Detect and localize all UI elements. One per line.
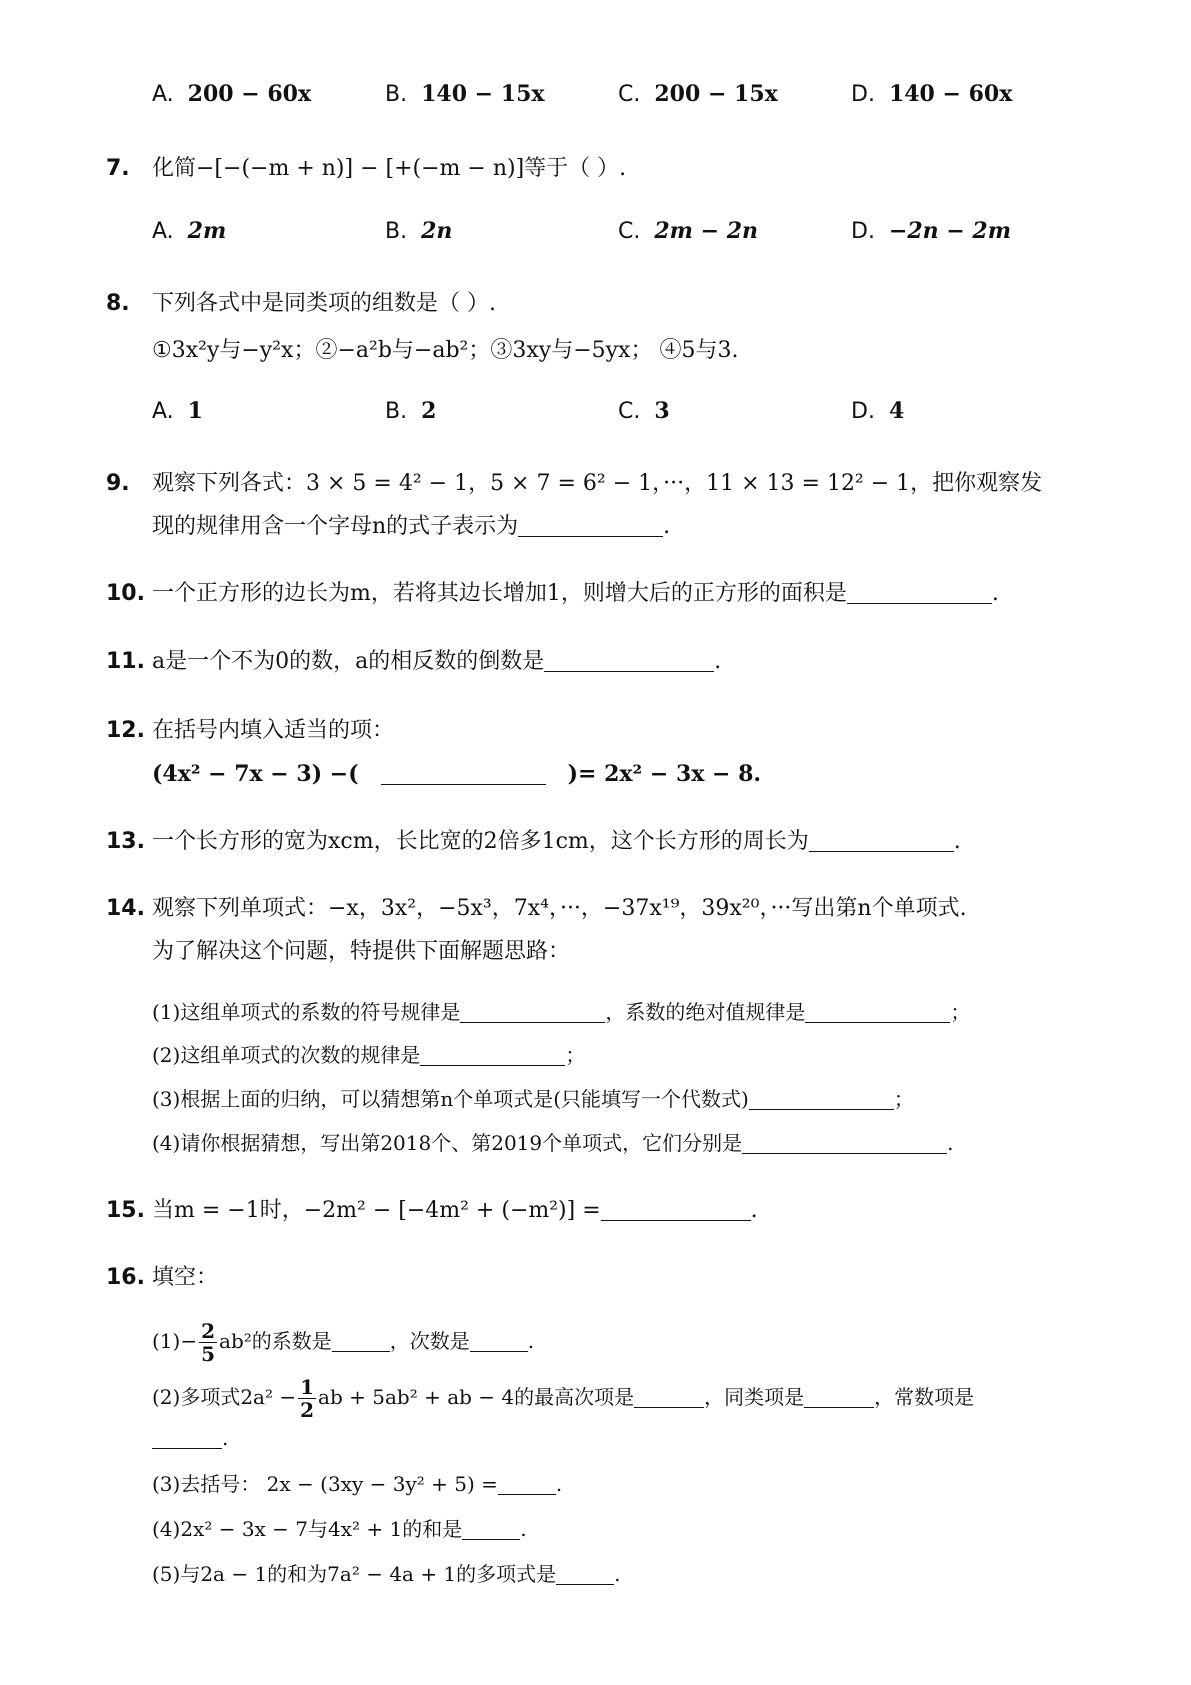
q14-sub4: (4)请你根据猜想，写出第2018个、第2019个单项式，它们分别是 . — [152, 1131, 954, 1155]
q14-sub1: (1)这组单项式的系数的符号规律是 ，系数的绝对值规律是 ； — [152, 1000, 971, 1024]
question-number: 16. — [106, 1265, 145, 1290]
answer-blank[interactable] — [544, 649, 714, 672]
answer-blank[interactable] — [152, 1426, 222, 1449]
fraction: $\frac{1}{2}$ — [300, 1375, 315, 1422]
q16-sub2: (2)多项式2a² − $\frac{1}{2}$ ab + 5ab² + ab − 4的最高次项是 ，同类项是 ，常数项是 — [152, 1375, 975, 1422]
question-number: 8. — [106, 291, 130, 316]
q8-option-d: D. 4 — [851, 398, 905, 424]
q8-option-c: C. 3 — [618, 398, 670, 424]
question-number: 13. — [106, 829, 145, 854]
fraction: $\frac{2}{5}$ — [201, 1319, 216, 1366]
q6-option-a: A. 200 − 60x — [152, 81, 312, 107]
q8-option-a: A. 1 — [152, 398, 203, 424]
question-number: 14. — [106, 896, 145, 921]
q6-option-d: D. 140 − 60x — [851, 81, 1013, 107]
answer-blank[interactable] — [556, 1562, 614, 1585]
answer-blank[interactable] — [518, 514, 663, 537]
question-number: 7. — [106, 156, 130, 181]
question-text: a是一个不为0的数，a的相反数的倒数是 . — [152, 649, 722, 674]
q6-option-c: C. 200 − 15x — [618, 81, 778, 107]
question-text: 下列各式中是同类项的组数是（ ）. — [152, 291, 496, 316]
answer-blank[interactable] — [470, 1329, 528, 1352]
question-text: 化简−[−(−m + n)] − [+(−m − n)]等于（ ）. — [152, 156, 627, 181]
answer-blank[interactable] — [847, 581, 992, 604]
q14-sub2: (2)这组单项式的次数的规律是 ； — [152, 1043, 586, 1067]
answer-blank[interactable] — [381, 762, 546, 785]
question-text: 观察下列单项式：−x，3x²，−5x³，7x⁴，···，−37x¹⁹，39x²⁰，···写出第n个单项式. — [152, 896, 967, 921]
question-number: 12. — [106, 718, 145, 743]
answer-blank[interactable] — [460, 1000, 605, 1023]
answer-blank[interactable] — [805, 1000, 950, 1023]
question-text: 观察下列各式：3 × 5 = 4² − 1，5 × 7 = 6² − 1，···，11 × 13 = 12² − 1，把你观察发 — [152, 471, 1043, 496]
question-number: 9. — [106, 471, 130, 496]
question-text: 填空： — [152, 1265, 219, 1290]
answer-blank[interactable] — [332, 1329, 390, 1352]
question-number: 11. — [106, 649, 145, 674]
answer-blank[interactable] — [749, 1087, 894, 1110]
q12-expression: (4x² − 7x − 3) −( )= 2x² − 3x − 8. — [152, 761, 762, 787]
q7-option-a: A. 2m — [152, 218, 227, 244]
question-number: 15. — [106, 1198, 145, 1223]
answer-blank[interactable] — [420, 1043, 565, 1066]
q8-option-b: B. 2 — [385, 398, 437, 424]
q16-sub2-cont: . — [152, 1424, 228, 1452]
answer-blank[interactable] — [601, 1198, 751, 1221]
question-text: 当m = −1时，−2m² − [−4m² + (−m²)] = . — [152, 1198, 758, 1223]
q16-sub5: (5)与2a − 1的和为7a² − 4a + 1的多项式是 . — [152, 1562, 621, 1586]
q7-option-d: D. −2n − 2m — [851, 218, 1012, 244]
answer-blank[interactable] — [804, 1385, 874, 1408]
q6-option-b: B. 140 − 15x — [385, 81, 545, 107]
question-number: 10. — [106, 581, 145, 606]
answer-blank[interactable] — [462, 1517, 520, 1540]
q14-sub3: (3)根据上面的归纳，可以猜想第n个单项式是(只能填写一个代数式) ； — [152, 1087, 914, 1111]
answer-blank[interactable] — [742, 1131, 947, 1154]
q7-option-c: C. 2m − 2n — [618, 218, 758, 244]
q8-items: ①3x²y与−y²x；②−a²b与−ab²；③3xy与−5yx； ④5与3. — [152, 338, 739, 363]
q9-text: 现的规律用含一个字母n的式子表示为 — [152, 514, 519, 539]
answer-blank[interactable] — [809, 829, 954, 852]
question-text: 一个正方形的边长为m，若将其边长增加1，则增大后的正方形的面积是 . — [152, 581, 999, 606]
question-text: 在括号内填入适当的项： — [152, 718, 395, 743]
q14-line2: 为了解决这个问题，特提供下面解题思路： — [152, 939, 571, 964]
q16-sub4: (4)2x² − 3x − 7与4x² + 1的和是 . — [152, 1517, 527, 1541]
question-text: 一个长方形的宽为xcm，长比宽的2倍多1cm，这个长方形的周长为 . — [152, 829, 961, 854]
answer-blank[interactable] — [498, 1472, 556, 1495]
q9-line2 — [152, 513, 670, 541]
q7-option-b: B. 2n — [385, 218, 453, 244]
q16-sub1: (1)− $\frac{2}{5}$ ab²的系数是 ，次数是 . — [152, 1319, 535, 1366]
q16-sub3: (3)去括号： 2x − (3xy − 3y² + 5) = . — [152, 1472, 563, 1496]
answer-blank[interactable] — [634, 1385, 704, 1408]
q9-end: . — [663, 514, 671, 539]
